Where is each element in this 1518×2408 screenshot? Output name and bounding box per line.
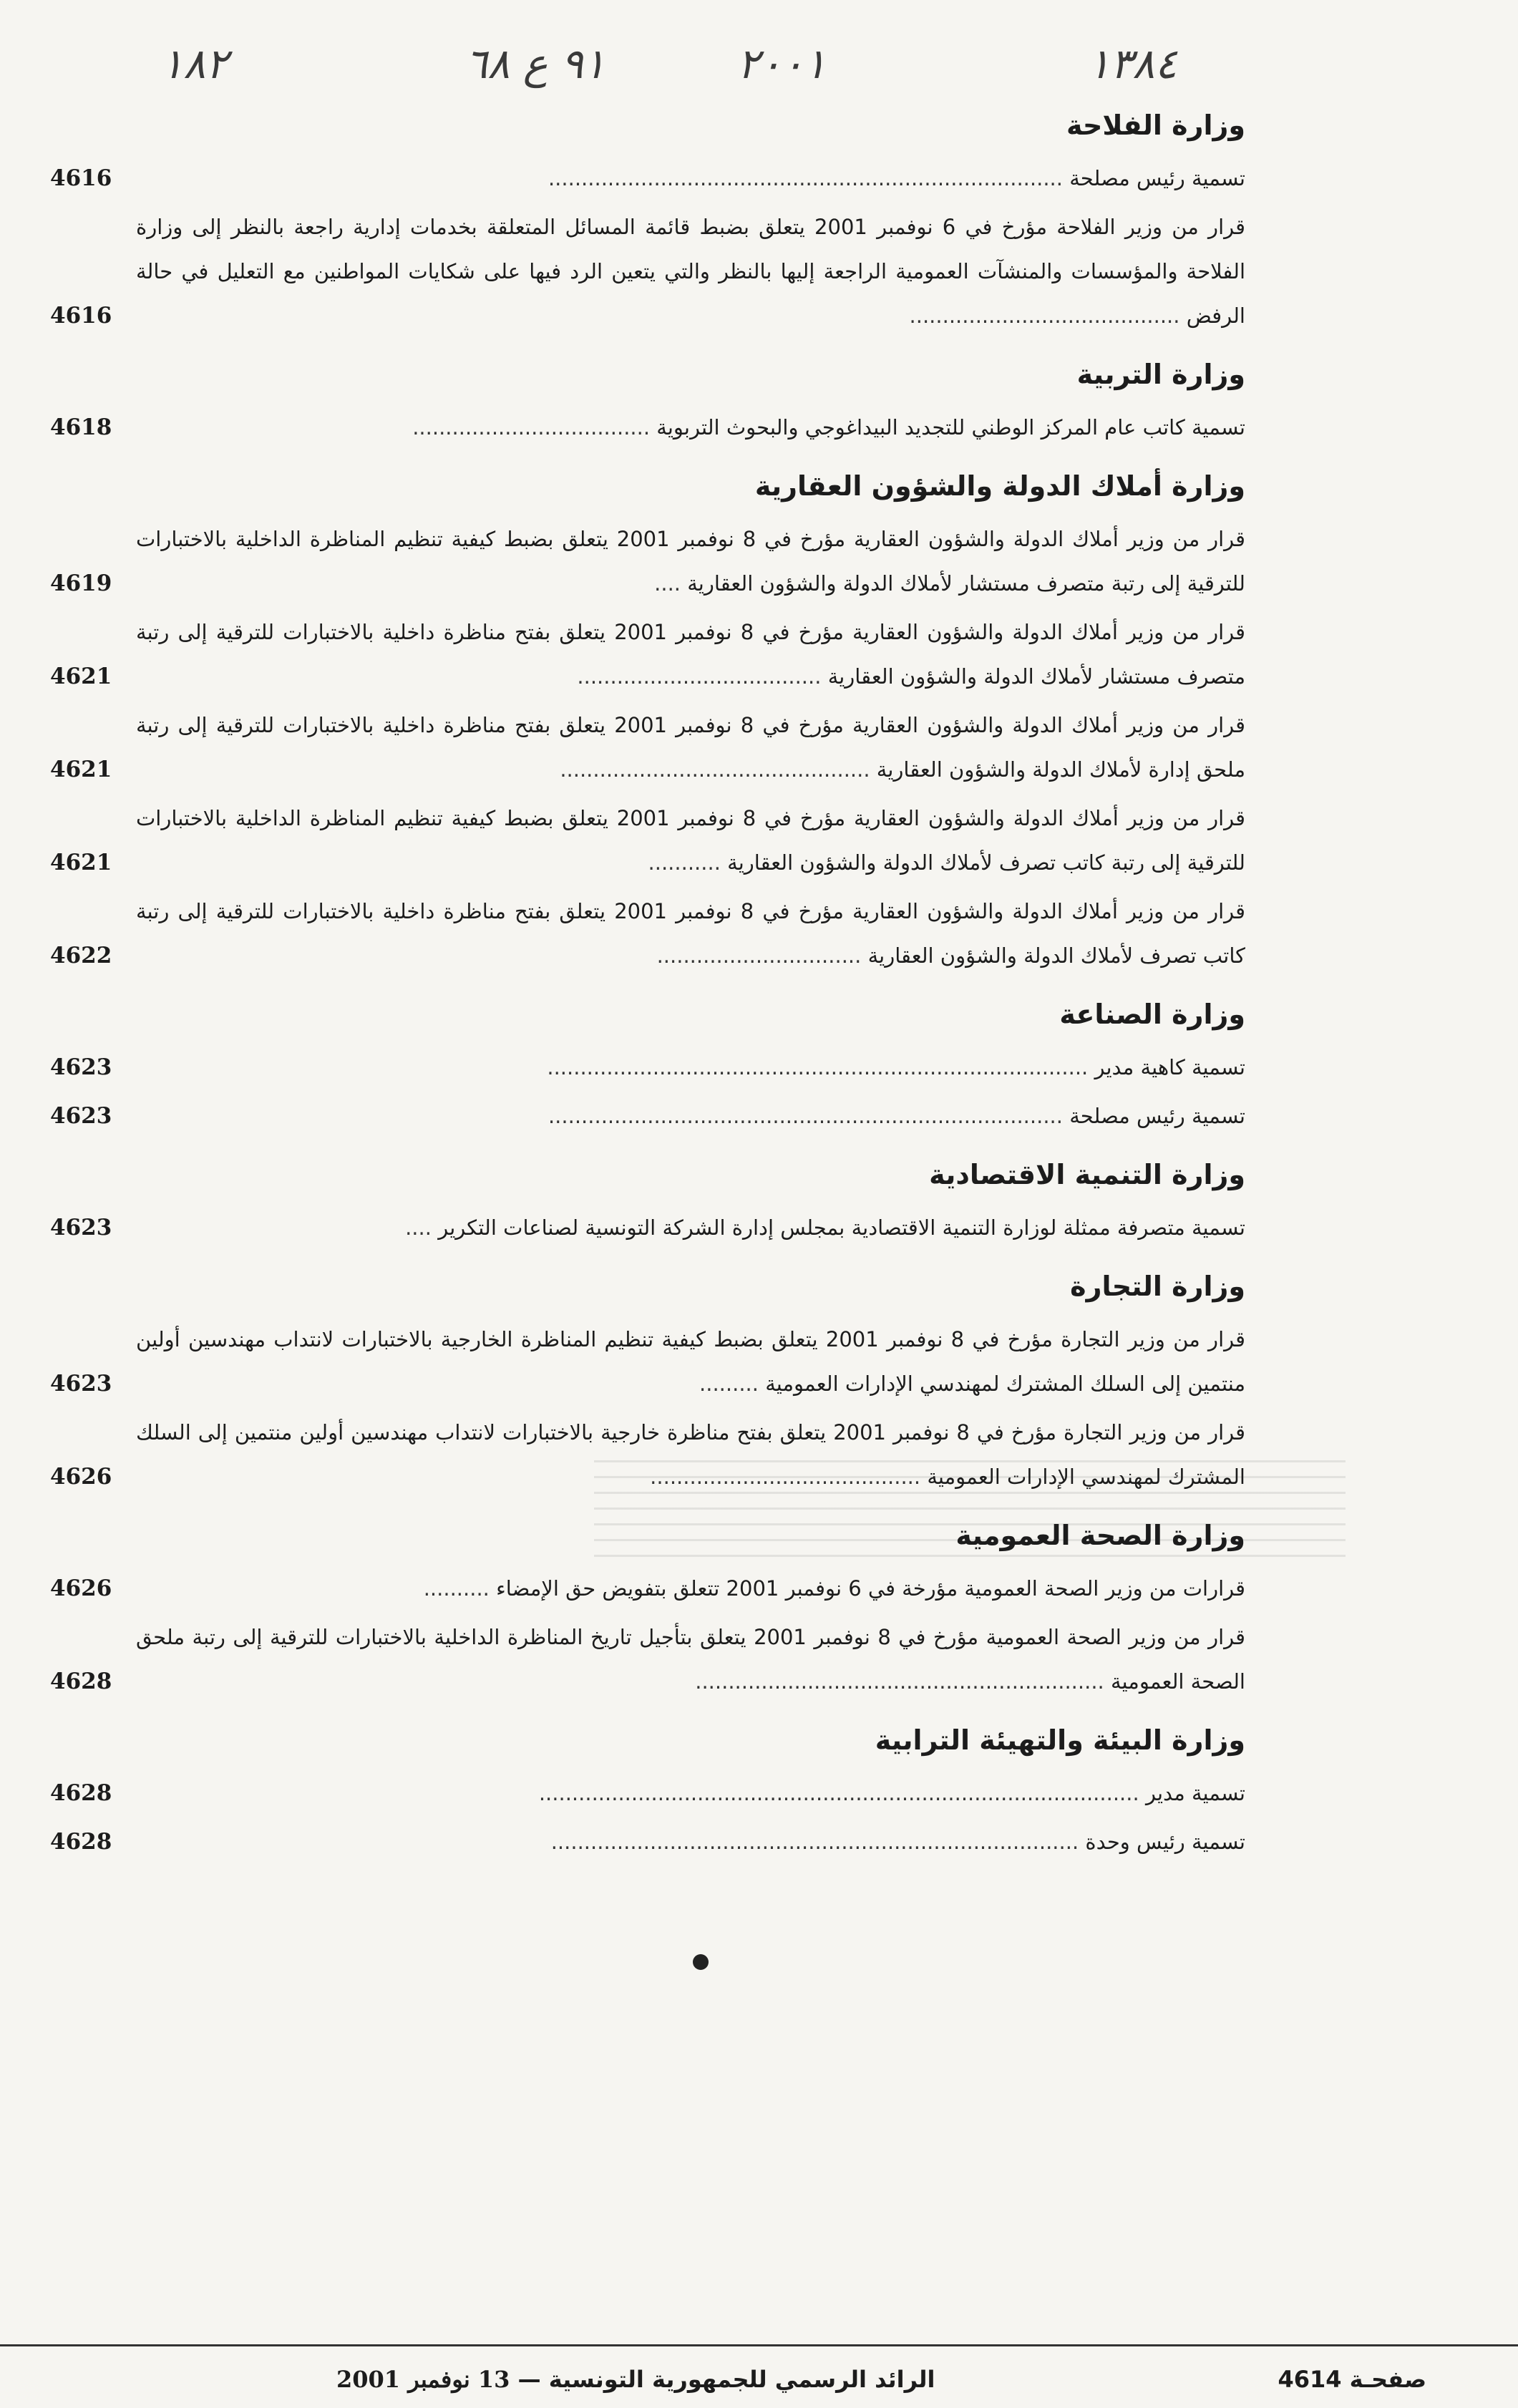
toc-entry[interactable] xyxy=(50,1820,1245,1864)
entry-text: تسمية متصرفة ممثلة لوزارة التنمية الاقتصادية بمجلس إدارة الشركة التونسية لصناعات التكرير .... xyxy=(405,1215,1245,1240)
footer-rule xyxy=(0,2344,1518,2346)
entry-text: قرار من وزير أملاك الدولة والشؤون العقارية مؤرخ في 8 نوفمبر 2001 يتعلق بفتح مناظرة داخلية بالاختبارات للترقية إلى رتبة متصرف مستشار لأملاك الدولة والشؤون العقارية ..................................... xyxy=(136,620,1246,689)
toc-entry[interactable] xyxy=(50,1317,1245,1406)
entry-page-number: 4623 xyxy=(50,1054,112,1080)
entry-page-number: 4623 xyxy=(50,1371,112,1397)
toc-entry[interactable] xyxy=(50,205,1245,338)
entry-text: تسمية كاهية مدير .................................................................................. xyxy=(547,1055,1245,1079)
toc-entry[interactable] xyxy=(50,1566,1245,1611)
entry-page-number: 4618 xyxy=(50,414,112,440)
footer-date: 13 نوفمبر 2001 xyxy=(336,2366,510,2393)
footer-journal-title: الرائد الرسمي للجمهورية التونسية — xyxy=(517,2366,935,2393)
entry-text: قرار من وزير الصحة العمومية مؤرخ في 8 نوفمبر 2001 يتعلق بتأجيل تاريخ المناظرة الداخلية بالاختبارات للترقية إلى رتبة ملحق الصحة العمومية .............................................................. xyxy=(136,1625,1245,1694)
handwritten-note: ٢٠٠١ xyxy=(737,39,827,88)
entry-page-number: 4621 xyxy=(50,757,112,782)
entry-page-number: 4623 xyxy=(50,1215,112,1241)
entry-text: قرار من وزير أملاك الدولة والشؤون العقارية مؤرخ في 8 نوفمبر 2001 يتعلق بفتح مناظرة داخلية بالاختبارات للترقية إلى رتبة كاتب تصرف لأملاك الدولة والشؤون العقارية ............................... xyxy=(136,899,1246,968)
toc-entry[interactable] xyxy=(50,1615,1245,1704)
handwritten-note: ١٨٢ xyxy=(161,39,228,88)
entry-page-number: 4623 xyxy=(50,1103,112,1129)
table-of-contents xyxy=(50,107,1245,1868)
entry-text: تسمية رئيس وحدة ................................................................................ xyxy=(550,1830,1245,1854)
entry-text: تسمية رئيس مصلحة .............................................................................. xyxy=(548,166,1245,190)
toc-entry[interactable] xyxy=(50,610,1245,699)
toc-entry[interactable] xyxy=(50,889,1245,978)
entry-page-number: 4626 xyxy=(50,1464,112,1490)
section-heading: وزارة التجارة xyxy=(1070,1271,1245,1302)
section-heading: وزارة أملاك الدولة والشؤون العقارية xyxy=(754,470,1245,502)
entry-page-number: 4626 xyxy=(50,1576,112,1601)
toc-entry[interactable] xyxy=(50,156,1245,200)
entry-page-number: 4628 xyxy=(50,1669,112,1694)
handwritten-notes xyxy=(0,39,1518,104)
section-heading: وزارة التربية xyxy=(1076,359,1245,390)
entry-page-number: 4621 xyxy=(50,850,112,875)
toc-entry[interactable] xyxy=(50,796,1245,885)
entry-page-number: 4616 xyxy=(50,303,112,329)
footer-page-label: صفحـة 4614 xyxy=(1278,2366,1426,2393)
entry-page-number: 4619 xyxy=(50,571,112,596)
entry-text: قرار من وزير أملاك الدولة والشؤون العقارية مؤرخ في 8 نوفمبر 2001 يتعلق بضبط كيفية تنظيم المناظرة الداخلية بالاختبارات للترقية إلى رتبة كاتب تصرف لأملاك الدولة والشؤون العقارية ........... xyxy=(136,806,1246,875)
handwritten-note: ٩١ ع ٦٨ xyxy=(465,39,606,88)
footer-journal xyxy=(336,2366,935,2393)
section-heading: وزارة التنمية الاقتصادية xyxy=(929,1159,1245,1190)
entry-page-number: 4621 xyxy=(50,664,112,689)
toc-entry[interactable] xyxy=(50,1205,1245,1250)
entry-text: قرار من وزير أملاك الدولة والشؤون العقارية مؤرخ في 8 نوفمبر 2001 يتعلق بفتح مناظرة داخلية بالاختبارات للترقية إلى رتبة ملحق إدارة لأملاك الدولة والشؤون العقارية ............................................... xyxy=(136,713,1246,782)
entry-text: تسمية مدير ........................................................................................... xyxy=(538,1781,1245,1805)
toc-entry[interactable] xyxy=(50,517,1245,606)
entry-page-number: 4622 xyxy=(50,943,112,968)
entry-text: تسمية كاتب عام المركز الوطني للتجديد البيداغوجي والبحوث التربوية .................................... xyxy=(412,415,1245,440)
entry-page-number: 4628 xyxy=(50,1780,112,1806)
entry-text: قرار من وزير التجارة مؤرخ في 8 نوفمبر 2001 يتعلق بضبط كيفية تنظيم المناظرة الخارجية بالاختبارات لانتداب مهندسين أولين منتمين إلى السلك المشترك لمهندسي الإدارات العمومية ......... xyxy=(136,1327,1245,1396)
entry-text: قرارات من وزير الصحة العمومية مؤرخة في 6 نوفمبر 2001 تتعلق بتفويض حق الإمضاء .......... xyxy=(423,1576,1245,1601)
ink-blot xyxy=(693,1954,709,1970)
toc-entry[interactable] xyxy=(50,1045,1245,1089)
page-footer xyxy=(0,2366,1518,2402)
section-heading: وزارة البيئة والتهيئة الترابية xyxy=(875,1724,1245,1756)
section-heading: وزارة الصحة العمومية xyxy=(955,1520,1245,1551)
handwritten-note: ١٣٨٤ xyxy=(1088,39,1177,88)
entry-page-number: 4616 xyxy=(50,165,112,191)
entry-text: تسمية رئيس مصلحة .............................................................................. xyxy=(548,1104,1245,1128)
section-heading: وزارة الفلاحة xyxy=(1066,110,1245,141)
toc-entry[interactable] xyxy=(50,405,1245,450)
toc-entry[interactable] xyxy=(50,1771,1245,1815)
entry-text: قرار من وزير الفلاحة مؤرخ في 6 نوفمبر 2001 يتعلق بضبط قائمة المسائل المتعلقة بخدمات إدارية راجعة بالنظر إلى وزارة الفلاحة والمؤسسات والمنشآت العمومية الراجعة إليها بالنظر والتي يتعين الرد فيها على شكايات المواطنين مع التعليل في حالة الرفض ......................................... xyxy=(136,215,1245,328)
toc-entry[interactable] xyxy=(50,1410,1245,1499)
entry-page-number: 4628 xyxy=(50,1829,112,1855)
toc-entry[interactable] xyxy=(50,1094,1245,1138)
entry-text: قرار من وزير أملاك الدولة والشؤون العقارية مؤرخ في 8 نوفمبر 2001 يتعلق بضبط كيفية تنظيم المناظرة الداخلية بالاختبارات للترقية إلى رتبة متصرف مستشار لأملاك الدولة والشؤون العقارية .... xyxy=(136,527,1246,596)
section-heading: وزارة الصناعة xyxy=(1059,999,1245,1030)
entry-text: قرار من وزير التجارة مؤرخ في 8 نوفمبر 2001 يتعلق بفتح مناظرة خارجية بالاختبارات لانتداب مهندسين أولين منتمين إلى السلك المشترك لمهندسي الإدارات العمومية ......................................... xyxy=(136,1420,1245,1489)
toc-entry[interactable] xyxy=(50,703,1245,792)
